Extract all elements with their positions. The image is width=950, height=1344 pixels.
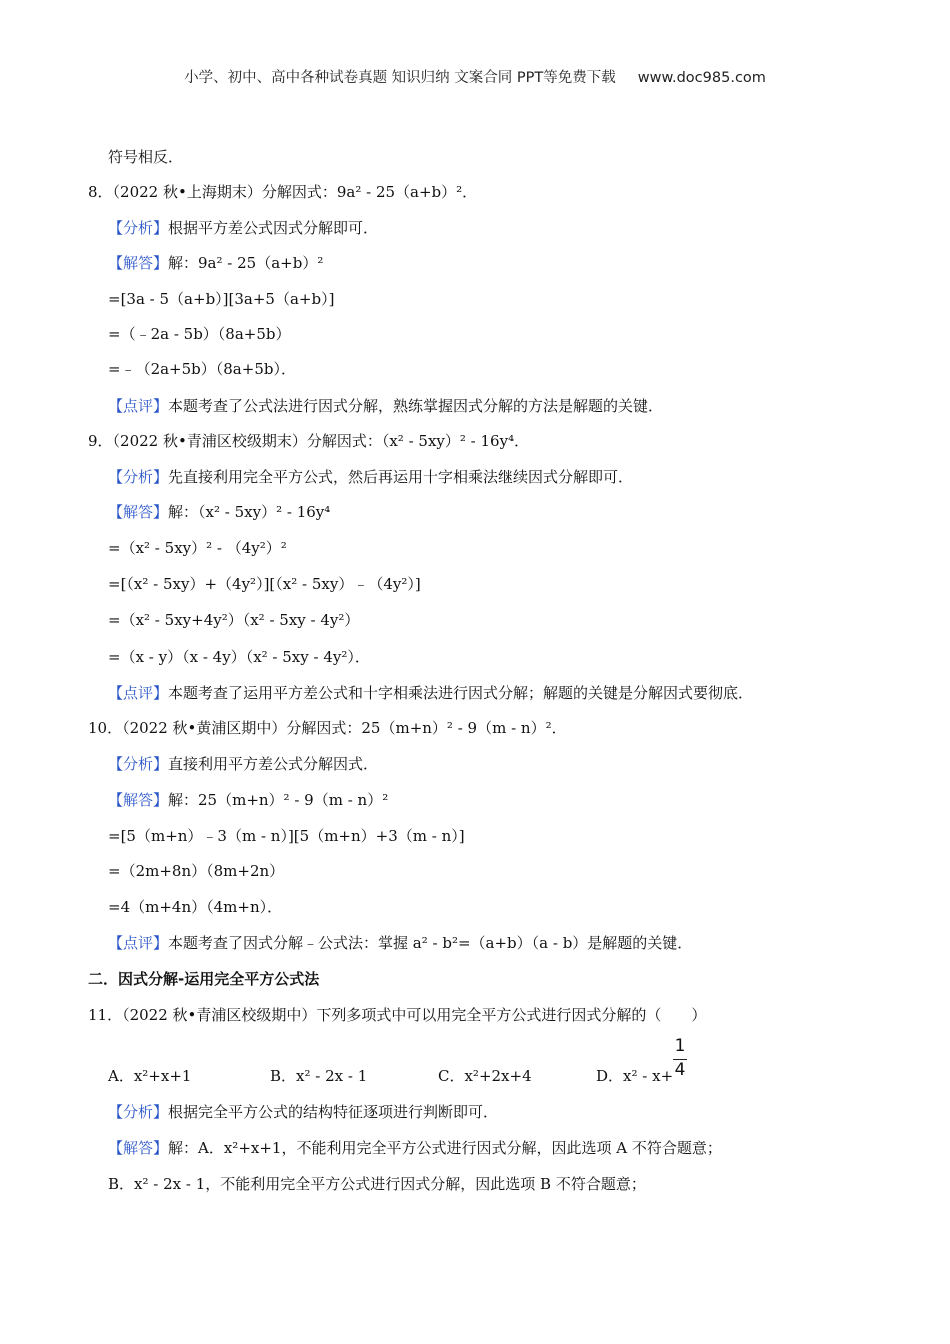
comment-tag: 【点评】 [108, 684, 169, 702]
analysis-text: 先直接利用完全平方公式，然后再运用十字相乘法继续因式分解即可． [168, 468, 634, 486]
q8-analysis [108, 218, 378, 238]
answer-tag: 【解答】 [108, 791, 169, 809]
question-11: 11．（2022 秋•青浦区校级期中）下列多项式中可以用完全平方公式进行因式分解的（ ） [88, 1006, 707, 1024]
option-b: B．x² - 2x - 1 [270, 1067, 368, 1085]
header-url[interactable]: www.doc985.com [637, 70, 766, 86]
analysis-text: 根据完全平方公式的结构特征逐项进行判断即可． [168, 1103, 499, 1121]
q9-comment [108, 683, 753, 703]
q11-option-b-analysis: B．x² - 2x - 1，不能利用完全平方公式进行因式分解，因此选项 B 不符合题意； [108, 1175, 646, 1193]
comment-text: 本题考查了因式分解﹣公式法：掌握 a² - b²=（a+b）（a - b）是解题的关键． [168, 934, 693, 952]
answer-tag: 【解答】 [108, 254, 169, 272]
q8-step-3: =﹣（2a+5b）（8a+5b）． [108, 360, 296, 378]
q8-comment [108, 396, 663, 416]
q9-step-2: =[（x² - 5xy）+（4y²）][（x² - 5xy）﹣（4y²）] [108, 575, 421, 593]
question-10: 10．（2022 秋•黄浦区期中）分解因式：25（m+n）² - 9（m - n）²． [88, 719, 567, 737]
page-header [0, 66, 950, 87]
option-d: D．x² - x+ [596, 1067, 674, 1085]
continuation-line: 符号相反． [108, 148, 184, 166]
q9-step-4: =（x - y）（x - 4y）（x² - 5xy - 4y²）． [108, 648, 370, 666]
analysis-tag: 【分析】 [108, 755, 169, 773]
analysis-tag: 【分析】 [108, 1103, 169, 1121]
analysis-text: 根据平方差公式因式分解即可． [168, 219, 379, 237]
q10-comment [108, 933, 692, 953]
q9-step-3: =（x² - 5xy+4y²）（x² - 5xy - 4y²） [108, 611, 360, 629]
answer-tag: 【解答】 [108, 1139, 169, 1157]
answer-text: 解：（x² - 5xy）² - 16y⁴ [168, 503, 331, 521]
q9-answer [108, 502, 330, 522]
q8-step-2: =（﹣2a - 5b）（8a+5b） [108, 325, 291, 343]
q8-step-1: =[3a - 5（a+b）][3a+5（a+b）] [108, 290, 335, 308]
option-a: A．x²+x+1 [108, 1067, 192, 1085]
comment-tag: 【点评】 [108, 934, 169, 952]
comment-text: 本题考查了运用平方差公式和十字相乘法进行因式分解；解题的关键是分解因式要彻底． [168, 684, 754, 702]
comment-text: 本题考查了公式法进行因式分解，熟练掌握因式分解的方法是解题的关键． [168, 397, 664, 415]
q10-step-1: =[5（m+n）﹣3（m - n）][5（m+n）+3（m - n）] [108, 827, 465, 845]
q11-analysis [108, 1102, 498, 1122]
answer-text: 解：25（m+n）² - 9（m - n）² [168, 791, 389, 809]
option-c: C．x²+2x+4 [438, 1067, 532, 1085]
comment-tag: 【点评】 [108, 397, 169, 415]
q10-analysis [108, 754, 378, 774]
header-text: 小学、初中、高中各种试卷真题 知识归纳 文案合同 PPT等免费下载 [184, 70, 616, 86]
question-8: 8．（2022 秋•上海期末）分解因式：9a² - 25（a+b）²． [88, 183, 478, 201]
analysis-text: 直接利用平方差公式分解因式． [168, 755, 379, 773]
q8-answer [108, 253, 323, 273]
answer-tag: 【解答】 [108, 503, 169, 521]
q10-step-3: =4（m+4n）（4m+n）． [108, 898, 283, 916]
option-d-numerator: 1 [674, 1036, 686, 1056]
answer-text: 解：A．x²+x+1，不能利用完全平方公式进行因式分解，因此选项 A 不符合题意； [168, 1139, 722, 1157]
section-heading: 二．因式分解-运用完全平方公式法 [88, 970, 320, 988]
analysis-tag: 【分析】 [108, 468, 169, 486]
analysis-tag: 【分析】 [108, 219, 169, 237]
q11-answer [108, 1138, 722, 1158]
question-9: 9．（2022 秋•青浦区校级期末）分解因式：（x² - 5xy）² - 16y⁴． [88, 432, 530, 450]
q10-step-2: =（2m+8n）（8m+2n） [108, 862, 285, 880]
q10-answer [108, 790, 388, 810]
q9-analysis [108, 467, 633, 487]
answer-text: 解：9a² - 25（a+b）² [168, 254, 324, 272]
option-d-denominator: 4 [674, 1060, 686, 1080]
q9-step-1: =（x² - 5xy）² - （4y²）² [108, 539, 287, 557]
